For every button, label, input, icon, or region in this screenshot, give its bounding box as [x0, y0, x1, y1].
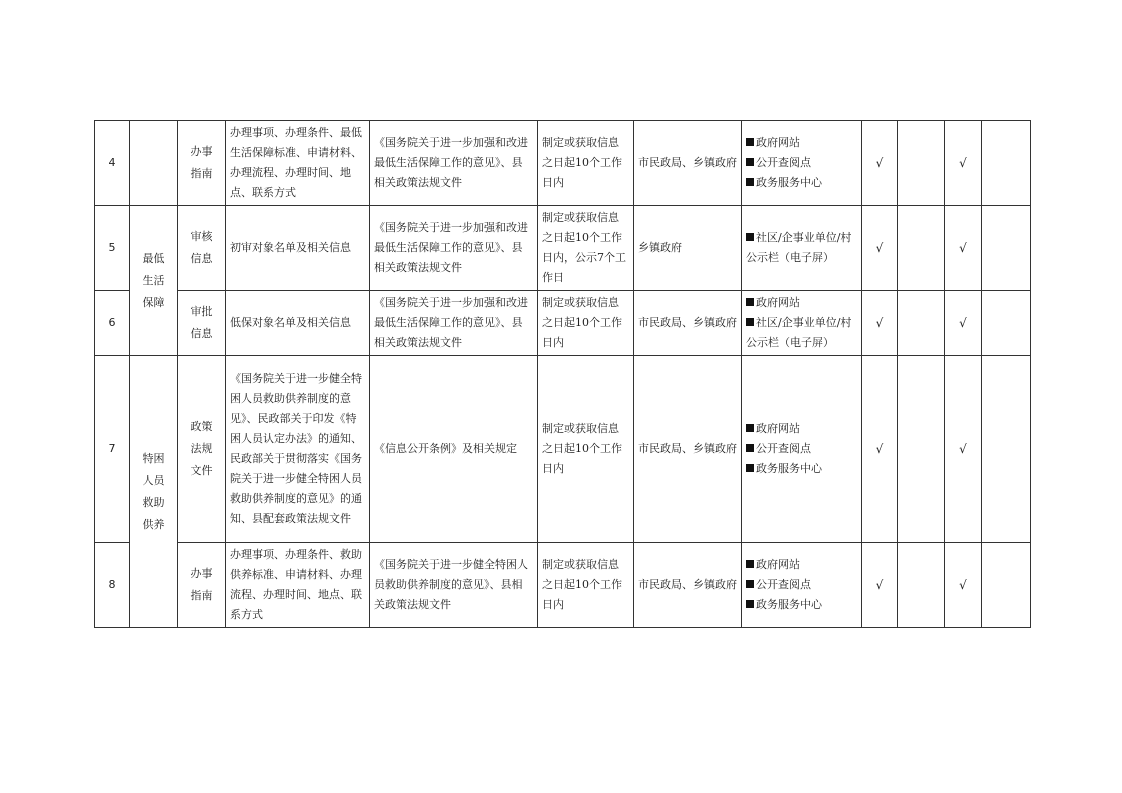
subject-cell: 市民政局、乡镇政府	[634, 291, 742, 356]
subitem-text: 办事指南	[190, 567, 213, 602]
channel-item: 政府网站	[746, 555, 857, 575]
channel-cell	[742, 121, 862, 206]
row-number: 7	[95, 356, 130, 543]
time-cell: 制定或获取信息之日起10个工作日内	[538, 291, 634, 356]
channel-item: 政府网站	[746, 293, 857, 313]
channel-item: 社区/企事业单位/村公示栏（电子屏）	[746, 231, 852, 264]
square-bullet-icon	[746, 600, 754, 608]
channel-cell	[742, 543, 862, 628]
check-mark: √	[945, 206, 982, 291]
channel-item: 政府网站	[746, 419, 857, 439]
basis-cell: 《国务院关于进一步健全特困人员救助供养制度的意见》、县相关政策法规文件	[370, 543, 538, 628]
content-cell: 办理事项、办理条件、最低生活保障标准、申请材料、办理流程、办理时间、地点、联系方式	[226, 121, 370, 206]
channel-item: 政务服务中心	[746, 173, 857, 193]
content-cell: 初审对象名单及相关信息	[226, 206, 370, 291]
channel-item: 社区/企事业单位/村公示栏（电子屏）	[746, 316, 852, 349]
disclosure-table	[94, 120, 1031, 628]
empty-cell	[982, 543, 1031, 628]
content-cell: 办理事项、办理条件、救助供养标准、申请材料、办理流程、办理时间、地点、联系方式	[226, 543, 370, 628]
basis-cell: 《信息公开条例》及相关规定	[370, 356, 538, 543]
square-bullet-icon	[746, 444, 754, 452]
channel-item: 公开查阅点	[746, 439, 857, 459]
check-mark: √	[945, 291, 982, 356]
row-number: 4	[95, 121, 130, 206]
square-bullet-icon	[746, 580, 754, 588]
check-mark: √	[945, 543, 982, 628]
row-number: 6	[95, 291, 130, 356]
basis-cell: 《国务院关于进一步加强和改进最低生活保障工作的意见》、县相关政策法规文件	[370, 291, 538, 356]
check-mark: √	[862, 206, 898, 291]
square-bullet-icon	[746, 158, 754, 166]
subject-cell: 市民政局、乡镇政府	[634, 356, 742, 543]
channel-item: 政务服务中心	[746, 459, 857, 479]
subitem-cell	[178, 543, 226, 628]
basis-cell: 《国务院关于进一步加强和改进最低生活保障工作的意见》、县相关政策法规文件	[370, 206, 538, 291]
row-number: 5	[95, 206, 130, 291]
square-bullet-icon	[746, 138, 754, 146]
table-row	[95, 543, 1031, 628]
time-cell: 制定或获取信息之日起10个工作日内	[538, 121, 634, 206]
subitem-text: 政策法规文件	[190, 420, 213, 477]
empty-cell	[898, 356, 945, 543]
check-mark: √	[945, 121, 982, 206]
square-bullet-icon	[746, 464, 754, 472]
subitem-cell	[178, 121, 226, 206]
channel-item: 公开查阅点	[746, 575, 857, 595]
table-row	[95, 356, 1031, 543]
time-cell: 制定或获取信息之日起10个工作日内	[538, 356, 634, 543]
empty-cell	[982, 356, 1031, 543]
empty-cell	[982, 121, 1031, 206]
channel-item: 公开查阅点	[746, 153, 857, 173]
square-bullet-icon	[746, 233, 754, 241]
basis-cell: 《国务院关于进一步加强和改进最低生活保障工作的意见》、县相关政策法规文件	[370, 121, 538, 206]
check-mark: √	[862, 121, 898, 206]
content-cell: 《国务院关于进一步健全特困人员救助供养制度的意见》、民政部关于印发《特困人员认定办法》的通知、民政部关于贯彻落实《国务院关于进一步健全特困人员救助供养制度的意见》的通知、县配套政策法规文件	[226, 356, 370, 543]
empty-cell	[898, 291, 945, 356]
row-number: 8	[95, 543, 130, 628]
category-text: 特困人员救助供养	[142, 451, 165, 531]
subitem-cell	[178, 356, 226, 543]
empty-cell	[982, 291, 1031, 356]
empty-cell	[982, 206, 1031, 291]
square-bullet-icon	[746, 298, 754, 306]
square-bullet-icon	[746, 178, 754, 186]
check-mark: √	[862, 356, 898, 543]
check-mark: √	[945, 356, 982, 543]
check-mark: √	[862, 543, 898, 628]
subitem-cell	[178, 206, 226, 291]
channel-cell	[742, 206, 862, 291]
subject-cell: 市民政局、乡镇政府	[634, 543, 742, 628]
category-cell	[130, 356, 178, 628]
subitem-text: 审批信息	[190, 305, 213, 340]
channel-item: 政府网站	[746, 133, 857, 153]
table-row	[95, 121, 1031, 206]
channel-cell	[742, 356, 862, 543]
subitem-cell	[178, 291, 226, 356]
empty-cell	[898, 543, 945, 628]
check-mark: √	[862, 291, 898, 356]
square-bullet-icon	[746, 318, 754, 326]
empty-cell	[898, 206, 945, 291]
channel-cell	[742, 291, 862, 356]
category-cell-empty	[130, 121, 178, 206]
empty-cell	[898, 121, 945, 206]
subitem-text: 办事指南	[190, 145, 213, 180]
time-cell: 制定或获取信息之日起10个工作日内，公示7个工作日	[538, 206, 634, 291]
category-text: 最低生活保障	[142, 251, 165, 309]
content-cell: 低保对象名单及相关信息	[226, 291, 370, 356]
subitem-text: 审核信息	[190, 230, 213, 265]
square-bullet-icon	[746, 424, 754, 432]
subject-cell: 市民政局、乡镇政府	[634, 121, 742, 206]
category-cell	[130, 206, 178, 356]
table-row	[95, 291, 1031, 356]
table-row	[95, 206, 1031, 291]
subject-cell: 乡镇政府	[634, 206, 742, 291]
channel-item: 政务服务中心	[746, 595, 857, 615]
time-cell: 制定或获取信息之日起10个工作日内	[538, 543, 634, 628]
square-bullet-icon	[746, 560, 754, 568]
